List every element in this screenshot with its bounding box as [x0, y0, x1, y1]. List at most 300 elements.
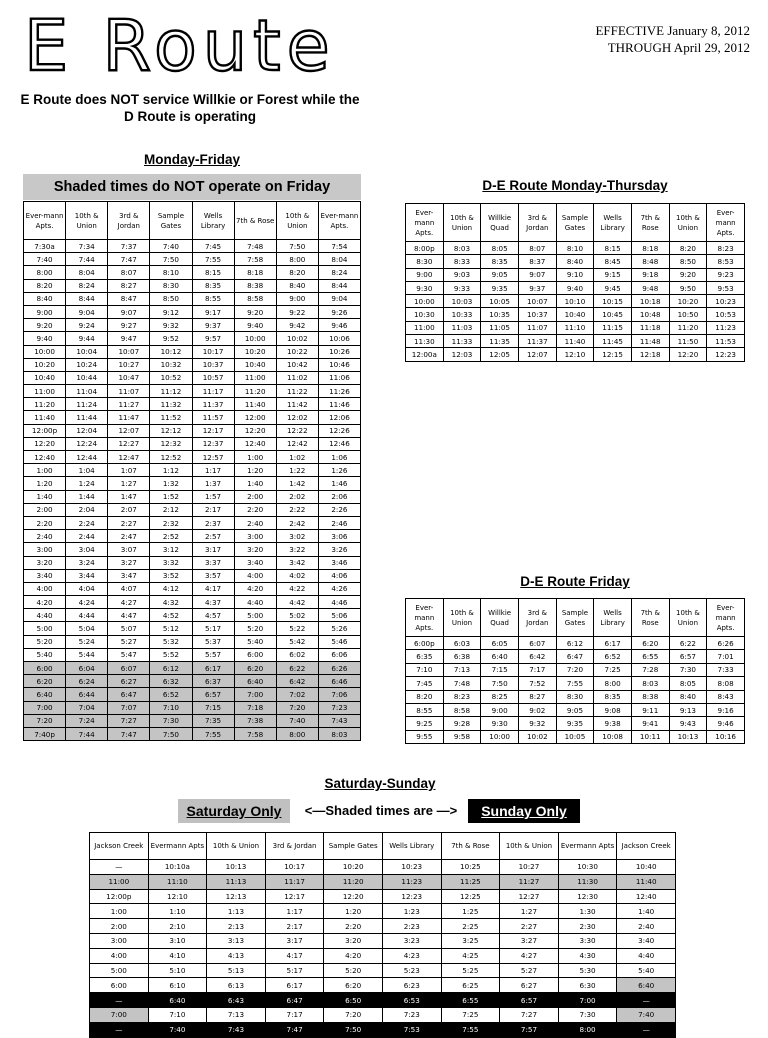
de-f-table-row [406, 677, 745, 690]
mf-time-cell: 7:18 [234, 701, 276, 714]
mf-time-cell: 4:07 [108, 582, 150, 595]
mf-time-cell: 10:04 [66, 345, 108, 358]
mf-time-cell: 8:30 [150, 279, 192, 292]
mf-time-cell: 8:58 [234, 292, 276, 305]
de-mt-time-cell: 9:45 [594, 281, 632, 294]
mf-table-row [24, 292, 361, 305]
mf-time-cell: 5:40 [234, 635, 276, 648]
de-mt-time-cell: 11:15 [594, 321, 632, 334]
mf-time-cell: 7:58 [234, 727, 276, 740]
mf-time-cell: 4:42 [276, 596, 318, 609]
de-mt-time-cell: 8:48 [631, 255, 669, 268]
mf-time-cell: 8:10 [150, 266, 192, 279]
mf-time-cell: 7:55 [192, 727, 234, 740]
mf-time-cell: 12:32 [150, 437, 192, 450]
de-mt-table-row [406, 295, 745, 308]
mf-time-cell: 7:55 [192, 253, 234, 266]
ss-time-cell: 4:10 [148, 948, 207, 963]
mf-time-cell: 2:37 [192, 516, 234, 529]
de-mt-time-cell: 10:23 [707, 295, 745, 308]
mf-time-cell: 2:26 [318, 503, 360, 516]
ss-time-cell: — [617, 993, 676, 1008]
de-mt-time-cell: 11:45 [594, 335, 632, 348]
mf-table-row [24, 266, 361, 279]
mf-time-cell: 3:44 [66, 569, 108, 582]
ss-time-cell: 1:20 [324, 904, 383, 919]
mf-time-cell: 7:54 [318, 240, 360, 253]
mf-time-cell: 6:20 [234, 662, 276, 675]
mf-time-cell: 2:00 [24, 503, 66, 516]
de-f-time-cell: 8:27 [518, 690, 556, 703]
de-f-timetable [405, 598, 745, 744]
de-f-time-cell: 10:08 [594, 730, 632, 743]
de-f-time-cell: 6:20 [631, 637, 669, 650]
ss-time-cell: — [617, 1022, 676, 1037]
mf-time-cell: 6:40 [24, 688, 66, 701]
mf-time-cell: 1:27 [108, 477, 150, 490]
de-f-time-cell: 8:00 [594, 677, 632, 690]
mf-time-cell: 8:20 [276, 266, 318, 279]
de-mt-time-cell: 11:35 [481, 335, 519, 348]
mf-table-row [24, 398, 361, 411]
mf-time-cell: 6:20 [24, 675, 66, 688]
mf-time-cell: 2:44 [66, 530, 108, 543]
de-f-time-cell: 9:25 [406, 717, 444, 730]
de-f-time-cell: 6:05 [481, 637, 519, 650]
mf-time-cell: 8:40 [24, 292, 66, 305]
de-f-time-cell: 9:08 [594, 703, 632, 716]
mf-time-cell: 12:52 [150, 451, 192, 464]
ss-time-cell: 10:10a [148, 860, 207, 875]
de-mt-table-row [406, 242, 745, 255]
mf-time-cell: 1:22 [276, 464, 318, 477]
mf-time-cell: 10:17 [192, 345, 234, 358]
mf-time-cell: 10:22 [276, 345, 318, 358]
mf-time-cell: 8:40 [276, 279, 318, 292]
mf-time-cell: 3:27 [108, 556, 150, 569]
mf-time-cell: 12:02 [276, 411, 318, 424]
de-f-time-cell: 7:33 [707, 663, 745, 676]
de-f-time-cell: 9:58 [443, 730, 481, 743]
ss-column-header: Evermann Apts [148, 833, 207, 860]
mf-time-cell: 2:47 [108, 530, 150, 543]
de-mt-time-cell: 9:35 [481, 281, 519, 294]
de-f-time-cell: 8:30 [556, 690, 594, 703]
de-f-time-cell: 8:55 [406, 703, 444, 716]
ss-time-cell: 3:20 [324, 933, 383, 948]
mf-table-row [24, 556, 361, 569]
mf-time-cell: 3:32 [150, 556, 192, 569]
ss-time-cell: 7:30 [558, 1007, 617, 1022]
mf-time-cell: 5:27 [108, 635, 150, 648]
ss-time-cell: 10:25 [441, 860, 500, 875]
de-mt-column-header: Sample Gates [556, 204, 594, 242]
mf-time-cell: 9:22 [276, 305, 318, 318]
mf-table-row [24, 371, 361, 384]
mf-time-cell: 5:06 [318, 609, 360, 622]
mf-time-cell: 2:07 [108, 503, 150, 516]
ss-time-cell: 2:27 [500, 919, 559, 934]
mf-time-cell: 2:32 [150, 516, 192, 529]
mf-time-cell: 11:46 [318, 398, 360, 411]
mf-time-cell: 1:17 [192, 464, 234, 477]
ss-time-cell: 2:20 [324, 919, 383, 934]
mf-time-cell: 11:04 [66, 385, 108, 398]
de-mt-timetable [405, 203, 745, 362]
de-mt-time-cell: 8:07 [518, 242, 556, 255]
ss-time-cell: 6:53 [382, 993, 441, 1008]
ss-time-cell: 7:50 [324, 1022, 383, 1037]
de-mt-time-cell: 11:53 [707, 335, 745, 348]
de-f-time-cell: 9:00 [481, 703, 519, 716]
de-f-time-cell: 9:05 [556, 703, 594, 716]
ss-time-cell: 6:23 [382, 978, 441, 993]
de-mt-time-cell: 9:40 [556, 281, 594, 294]
mf-time-cell: 9:42 [276, 319, 318, 332]
de-mt-column-header: Ever-mann Apts. [707, 204, 745, 242]
mf-time-cell: 6:06 [318, 648, 360, 661]
ss-time-cell: 11:10 [148, 874, 207, 889]
mf-table-row [24, 727, 361, 740]
de-mt-time-cell: 9:48 [631, 281, 669, 294]
mf-time-cell: 10:12 [150, 345, 192, 358]
ss-time-cell: 5:13 [207, 963, 266, 978]
ss-time-cell: 10:20 [324, 860, 383, 875]
ss-time-cell: 2:13 [207, 919, 266, 934]
de-f-time-cell: 9:28 [443, 717, 481, 730]
de-f-time-cell: 7:17 [518, 663, 556, 676]
mf-time-cell: 4:12 [150, 582, 192, 595]
mf-time-cell: 8:50 [150, 292, 192, 305]
mf-time-cell: 4:40 [24, 609, 66, 622]
ss-time-cell: 5:20 [324, 963, 383, 978]
de-f-time-cell: 7:50 [481, 677, 519, 690]
ss-column-header: 10th & Union [207, 833, 266, 860]
ss-time-cell: 6:17 [265, 978, 324, 993]
ss-time-cell: 4:25 [441, 948, 500, 963]
ss-time-cell: 8:00 [558, 1022, 617, 1037]
through-line: THROUGH April 29, 2012 [607, 40, 750, 55]
mf-time-cell: 5:26 [318, 622, 360, 635]
ss-time-cell: 12:00p [90, 889, 149, 904]
ss-time-cell: 10:13 [207, 860, 266, 875]
mf-time-cell: 3:47 [108, 569, 150, 582]
ss-time-cell: 11:27 [500, 874, 559, 889]
mf-time-cell: 7:00 [24, 701, 66, 714]
de-f-column-header: 10th & Union [443, 599, 481, 637]
ss-time-cell: 7:53 [382, 1022, 441, 1037]
mf-time-cell: 10:20 [234, 345, 276, 358]
de-mt-time-cell: 11:30 [406, 335, 444, 348]
mf-time-cell: 9:32 [150, 319, 192, 332]
mf-time-cell: 4:32 [150, 596, 192, 609]
mf-time-cell: 10:32 [150, 358, 192, 371]
de-f-column-header: 7th & Rose [631, 599, 669, 637]
de-mt-time-cell: 10:20 [669, 295, 707, 308]
de-f-time-cell: 7:45 [406, 677, 444, 690]
mf-time-cell: 3:22 [276, 543, 318, 556]
mf-timetable [23, 201, 361, 741]
mf-time-cell: 8:27 [108, 279, 150, 292]
mf-time-cell: 4:00 [24, 582, 66, 595]
mf-time-cell: 5:24 [66, 635, 108, 648]
mf-time-cell: 3:46 [318, 556, 360, 569]
mf-time-cell: 7:37 [108, 240, 150, 253]
ss-time-cell: 7:20 [324, 1007, 383, 1022]
mf-time-cell: 2:12 [150, 503, 192, 516]
mf-table-row [24, 701, 361, 714]
de-f-time-cell: 6:00p [406, 637, 444, 650]
ss-time-cell: 10:30 [558, 860, 617, 875]
de-mt-time-cell: 8:35 [481, 255, 519, 268]
mf-time-cell: 7:06 [318, 688, 360, 701]
ss-time-cell: 7:23 [382, 1007, 441, 1022]
ss-time-cell: 11:40 [617, 874, 676, 889]
mf-time-cell: 2:24 [66, 516, 108, 529]
de-mt-time-cell: 10:15 [594, 295, 632, 308]
de-f-time-cell: 9:38 [594, 717, 632, 730]
de-mt-time-cell: 12:07 [518, 348, 556, 361]
de-f-time-cell: 9:16 [707, 703, 745, 716]
mf-time-cell: 6:22 [276, 662, 318, 675]
ss-time-cell: 6:57 [500, 993, 559, 1008]
ss-time-cell: 7:47 [265, 1022, 324, 1037]
mf-time-cell: 10:37 [192, 358, 234, 371]
ss-time-cell: 11:00 [90, 874, 149, 889]
de-f-time-cell: 8:38 [631, 690, 669, 703]
ss-time-cell: 7:43 [207, 1022, 266, 1037]
de-mt-time-cell: 9:10 [556, 268, 594, 281]
mf-time-cell: 4:52 [150, 609, 192, 622]
de-f-table-row [406, 637, 745, 650]
de-mt-table-row [406, 281, 745, 294]
mf-time-cell: 1:40 [234, 477, 276, 490]
ss-time-cell: 3:25 [441, 933, 500, 948]
mf-time-cell: 12:00p [24, 424, 66, 437]
mf-time-cell: 2:46 [318, 516, 360, 529]
de-mt-time-cell: 10:53 [707, 308, 745, 321]
mf-time-cell: 7:00 [234, 688, 276, 701]
de-mt-column-header: Willkie Quad [481, 204, 519, 242]
de-mt-time-cell: 8:50 [669, 255, 707, 268]
mf-time-cell: 12:04 [66, 424, 108, 437]
de-f-time-cell: 6:55 [631, 650, 669, 663]
ss-time-cell: 11:17 [265, 874, 324, 889]
ss-time-cell: 2:25 [441, 919, 500, 934]
ss-time-cell: 3:10 [148, 933, 207, 948]
mf-time-cell: 9:44 [66, 332, 108, 345]
mf-column-header: 10th & Union [66, 202, 108, 240]
mf-time-cell: 11:37 [192, 398, 234, 411]
mf-time-cell: 2:27 [108, 516, 150, 529]
mf-time-cell: 8:04 [66, 266, 108, 279]
mf-time-cell: 12:20 [234, 424, 276, 437]
mf-time-cell: 5:46 [318, 635, 360, 648]
de-mt-time-cell: 9:07 [518, 268, 556, 281]
mf-time-cell: 7:43 [318, 714, 360, 727]
de-mt-time-cell: 11:20 [669, 321, 707, 334]
ss-time-cell: 10:23 [382, 860, 441, 875]
mf-time-cell: 7:30 [150, 714, 192, 727]
ss-time-cell: 6:55 [441, 993, 500, 1008]
mf-time-cell: 6:02 [276, 648, 318, 661]
de-mt-column-header: 3rd & Jordan [518, 204, 556, 242]
mf-time-cell: 1:52 [150, 490, 192, 503]
mf-time-cell: 1:06 [318, 451, 360, 464]
mf-time-cell: 1:24 [66, 477, 108, 490]
de-mt-time-cell: 12:18 [631, 348, 669, 361]
de-mt-column-header: 10th & Union [443, 204, 481, 242]
mf-time-cell: 3:40 [24, 569, 66, 582]
ss-time-cell: 1:40 [617, 904, 676, 919]
mf-time-cell: 10:46 [318, 358, 360, 371]
de-f-time-cell: 10:16 [707, 730, 745, 743]
mf-time-cell: 3:37 [192, 556, 234, 569]
de-f-time-cell: 7:25 [594, 663, 632, 676]
ss-time-cell: 12:30 [558, 889, 617, 904]
ss-time-cell: 3:17 [265, 933, 324, 948]
mf-time-cell: 8:47 [108, 292, 150, 305]
de-f-time-cell: 9:43 [669, 717, 707, 730]
mf-time-cell: 5:44 [66, 648, 108, 661]
mf-time-cell: 6:26 [318, 662, 360, 675]
mf-time-cell: 11:07 [108, 385, 150, 398]
ss-time-cell: 12:27 [500, 889, 559, 904]
ss-time-cell: 5:30 [558, 963, 617, 978]
de-mt-time-cell: 9:23 [707, 268, 745, 281]
ss-time-cell: 2:40 [617, 919, 676, 934]
mf-time-cell: 1:37 [192, 477, 234, 490]
ss-time-cell: 7:00 [90, 1007, 149, 1022]
mf-time-cell: 11:17 [192, 385, 234, 398]
de-mt-time-cell: 9:15 [594, 268, 632, 281]
de-mt-time-cell: 9:30 [406, 281, 444, 294]
ss-time-cell: 7:40 [617, 1007, 676, 1022]
ss-time-cell: 12:10 [148, 889, 207, 904]
de-mt-time-cell: 8:18 [631, 242, 669, 255]
de-mt-time-cell: 10:05 [481, 295, 519, 308]
mf-time-cell: 6:12 [150, 662, 192, 675]
ss-time-cell: 6:43 [207, 993, 266, 1008]
mf-time-cell: 2:06 [318, 490, 360, 503]
mf-table-row [24, 516, 361, 529]
mf-table-row [24, 253, 361, 266]
service-notice: E Route does NOT service Willkie or Forest while the D Route is operating [20, 92, 360, 124]
mf-time-cell: 1:57 [192, 490, 234, 503]
de-f-time-cell: 9:55 [406, 730, 444, 743]
mf-time-cell: 4:00 [234, 569, 276, 582]
mf-time-cell: 7:30a [24, 240, 66, 253]
mf-time-cell: 1:32 [150, 477, 192, 490]
de-mt-time-cell: 11:10 [556, 321, 594, 334]
ss-column-header: Sample Gates [324, 833, 383, 860]
mf-time-cell: 9:17 [192, 305, 234, 318]
mf-time-cell: 10:20 [24, 358, 66, 371]
mf-time-cell: 10:42 [276, 358, 318, 371]
mf-table-row [24, 490, 361, 503]
de-f-time-cell: 6:35 [406, 650, 444, 663]
ss-time-cell: 6:13 [207, 978, 266, 993]
de-f-time-cell: 6:26 [707, 637, 745, 650]
saturday-only-label: Saturday Only [178, 799, 290, 823]
sunday-only-label: Sunday Only [468, 799, 580, 823]
de-mt-time-cell: 8:20 [669, 242, 707, 255]
ss-time-cell: 3:13 [207, 933, 266, 948]
mf-time-cell: 11:02 [276, 371, 318, 384]
de-f-table-row [406, 650, 745, 663]
de-mt-time-cell: 8:40 [556, 255, 594, 268]
mf-time-cell: 4:20 [234, 582, 276, 595]
de-mt-time-cell: 10:40 [556, 308, 594, 321]
mf-time-cell: 8:44 [66, 292, 108, 305]
mf-time-cell: 12:17 [192, 424, 234, 437]
mf-time-cell: 2:02 [276, 490, 318, 503]
ss-time-cell: 4:30 [558, 948, 617, 963]
mf-time-cell: 6:40 [234, 675, 276, 688]
de-mt-time-cell: 10:00 [406, 295, 444, 308]
mf-time-cell: 8:15 [192, 266, 234, 279]
mf-time-cell: 5:57 [192, 648, 234, 661]
mf-time-cell: 7:10 [150, 701, 192, 714]
de-f-time-cell: 7:15 [481, 663, 519, 676]
de-mt-time-cell: 8:37 [518, 255, 556, 268]
mf-time-cell: 11:42 [276, 398, 318, 411]
mf-time-cell: 11:32 [150, 398, 192, 411]
mf-time-cell: 12:40 [24, 451, 66, 464]
mf-time-cell: 3:06 [318, 530, 360, 543]
mf-time-cell: 11:57 [192, 411, 234, 424]
mf-time-cell: 1:20 [24, 477, 66, 490]
mf-table-row [24, 385, 361, 398]
de-f-table-row [406, 663, 745, 676]
de-mt-time-cell: 9:00 [406, 268, 444, 281]
mf-time-cell: 5:37 [192, 635, 234, 648]
de-f-time-cell: 8:58 [443, 703, 481, 716]
mf-time-cell: 11:00 [24, 385, 66, 398]
mf-time-cell: 6:46 [318, 675, 360, 688]
ss-time-cell: 6:25 [441, 978, 500, 993]
ss-time-cell: 3:40 [617, 933, 676, 948]
mf-time-cell: 12:27 [108, 437, 150, 450]
ss-time-cell: 7:27 [500, 1007, 559, 1022]
mf-time-cell: 9:20 [24, 319, 66, 332]
ss-table-row [90, 889, 676, 904]
de-f-time-cell: 7:01 [707, 650, 745, 663]
mf-time-cell: 7:34 [66, 240, 108, 253]
de-mt-time-cell: 10:37 [518, 308, 556, 321]
de-f-table-row [406, 690, 745, 703]
mf-time-cell: 11:06 [318, 371, 360, 384]
de-f-time-cell: 6:03 [443, 637, 481, 650]
mf-time-cell: 6:37 [192, 675, 234, 688]
mf-time-cell: 9:24 [66, 319, 108, 332]
de-f-time-cell: 9:30 [481, 717, 519, 730]
mf-time-cell: 2:17 [192, 503, 234, 516]
de-f-time-cell: 9:11 [631, 703, 669, 716]
de-f-column-header: Sample Gates [556, 599, 594, 637]
de-f-time-cell: 6:57 [669, 650, 707, 663]
de-mt-column-header: Ever-mann Apts. [406, 204, 444, 242]
mf-time-cell: 4:02 [276, 569, 318, 582]
mf-time-cell: 10:40 [234, 358, 276, 371]
mf-time-cell: 2:40 [24, 530, 66, 543]
mf-time-cell: 11:40 [24, 411, 66, 424]
mf-time-cell: 4:06 [318, 569, 360, 582]
mf-time-cell: 7:44 [66, 727, 108, 740]
de-mt-time-cell: 9:05 [481, 268, 519, 281]
mf-time-cell: 5:22 [276, 622, 318, 635]
ss-time-cell: 7:17 [265, 1007, 324, 1022]
